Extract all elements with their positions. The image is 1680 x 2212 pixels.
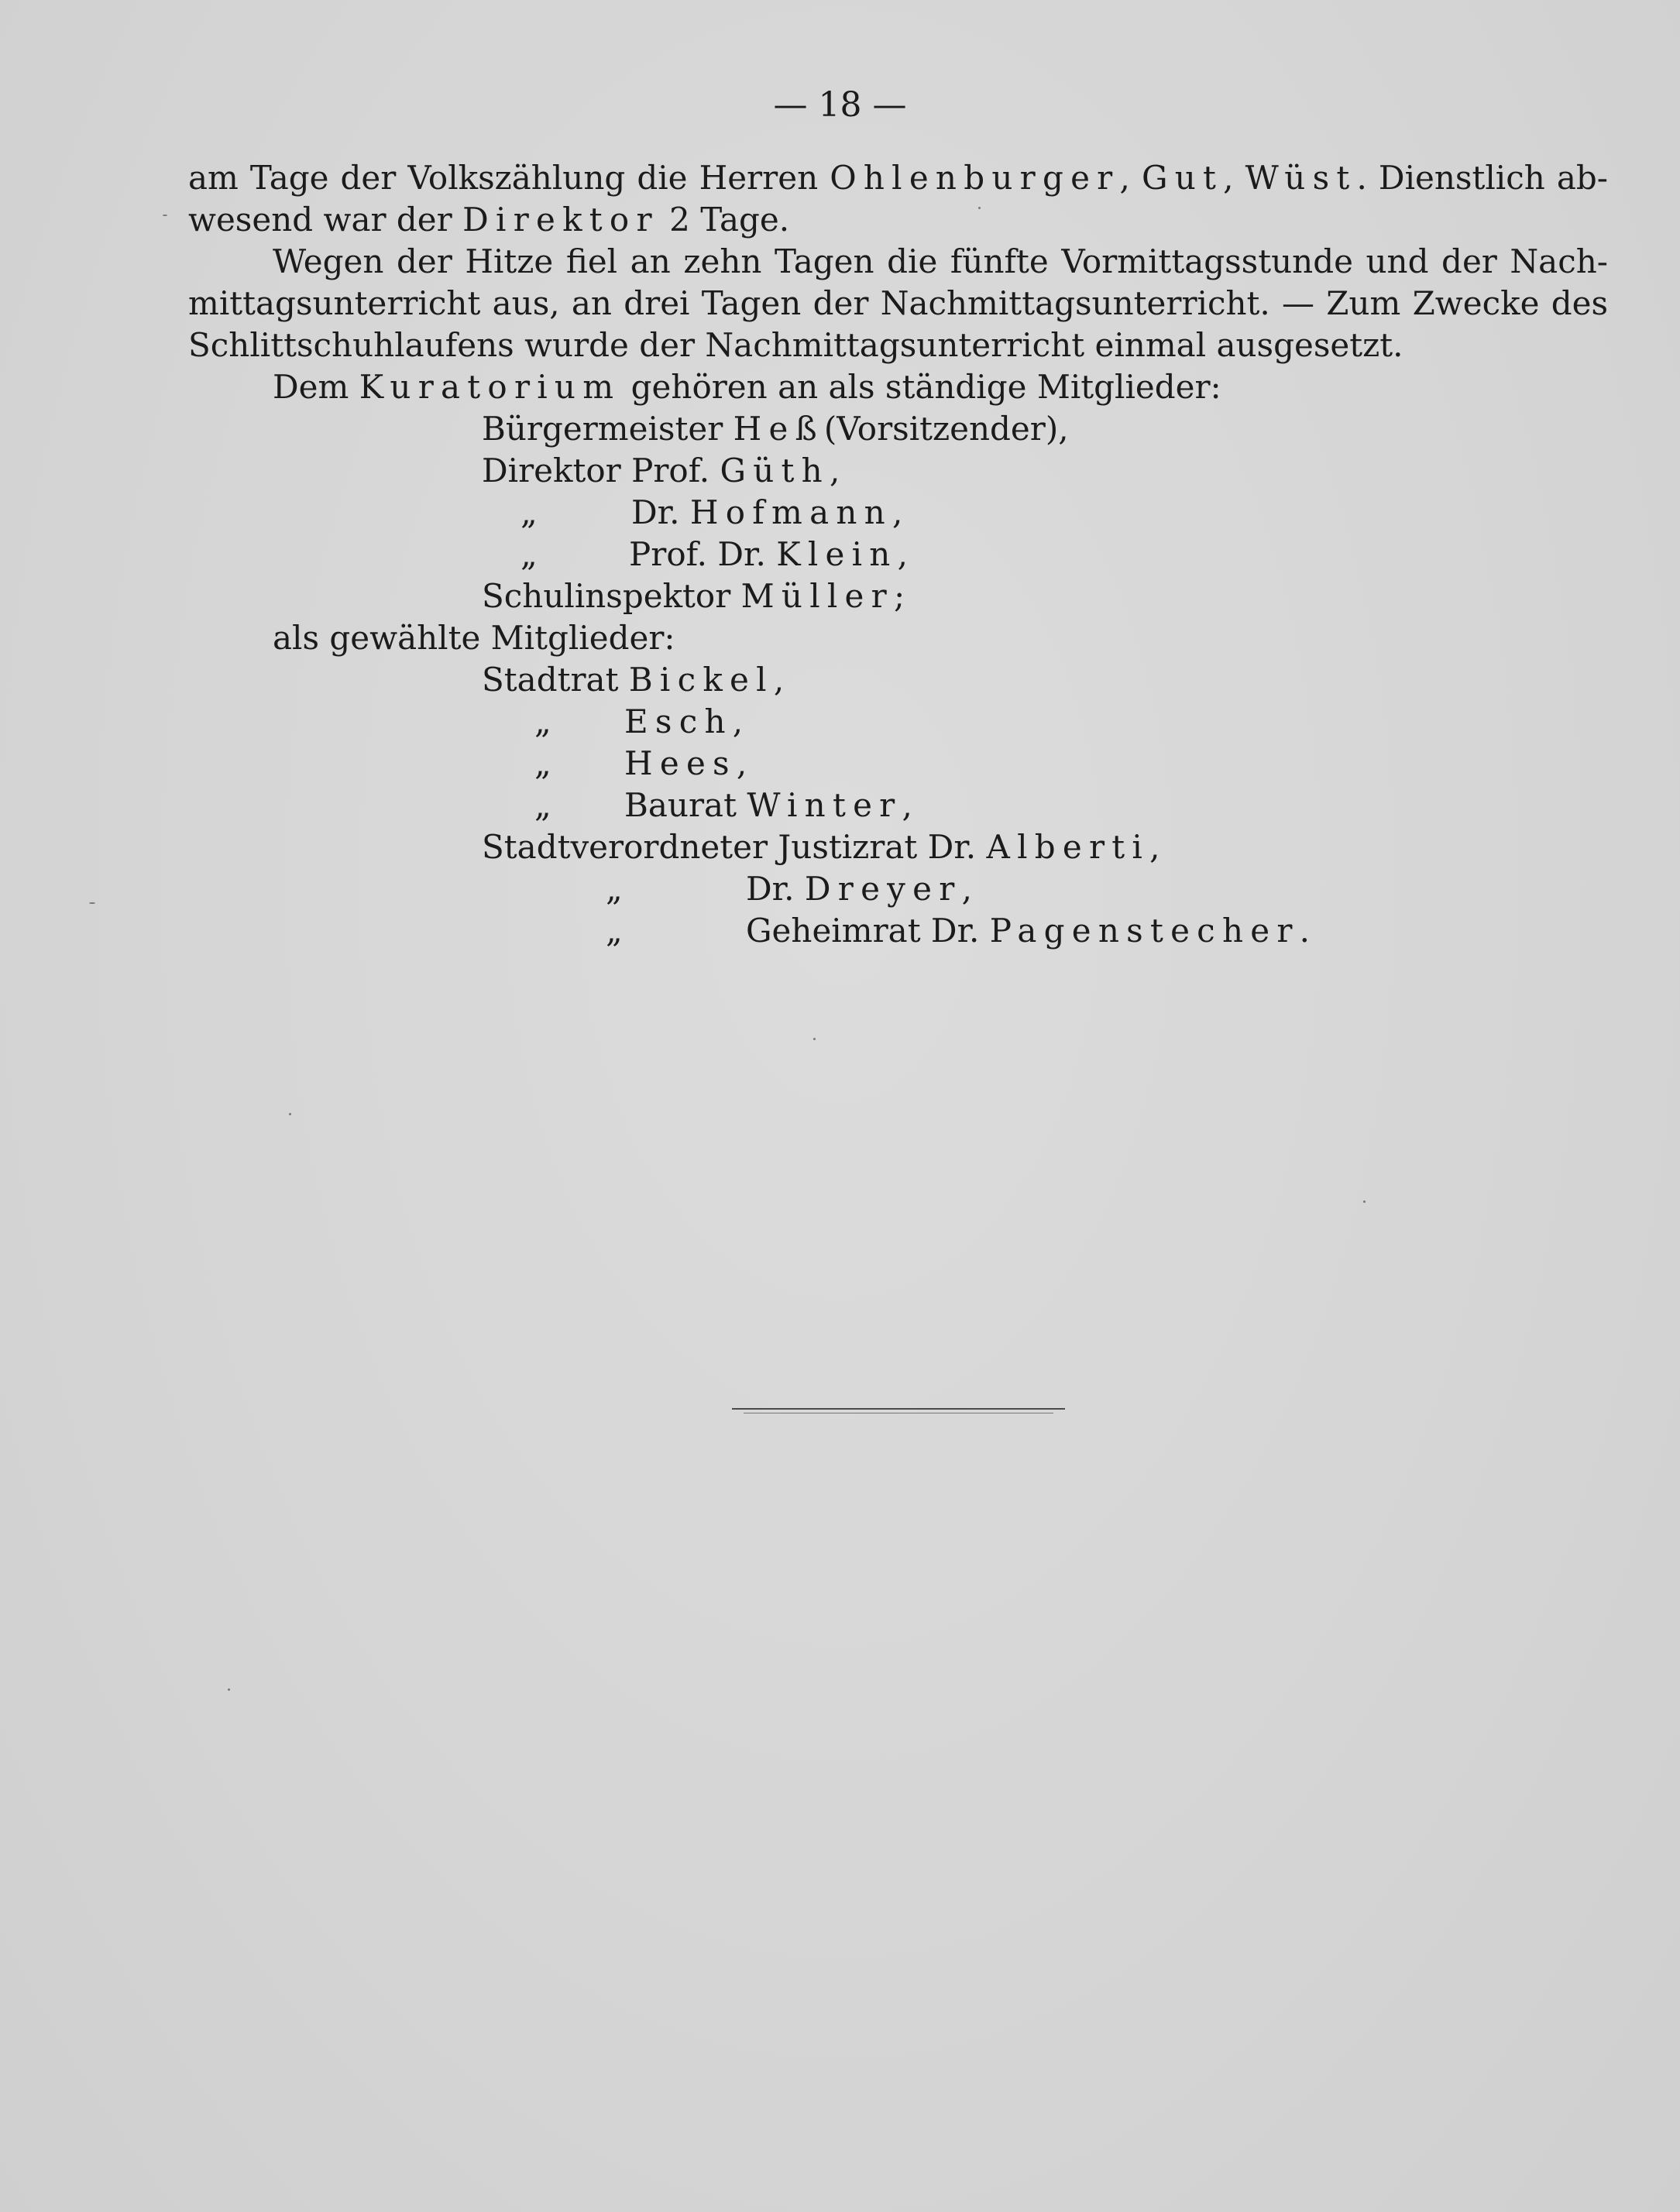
- member-prefix: Dr.: [746, 870, 795, 908]
- ditto-mark: „: [606, 870, 623, 908]
- member-esch: [624, 701, 743, 743]
- text-span: am Tage der Volkszählung die Herren: [188, 159, 819, 197]
- page-number: — 18 —: [773, 85, 907, 125]
- member-gueth: [482, 450, 840, 492]
- member-prefix: Direktor Prof.: [482, 452, 710, 489]
- member-prefix: Bürgermeister: [482, 410, 723, 448]
- paragraph2-line2: mittagsunterricht aus, an drei Tagen der Nachmittagsunterricht. — Zum Zwecke des: [188, 284, 1608, 322]
- scan-speck: [228, 1688, 230, 1691]
- member-suffix: ,: [902, 786, 912, 824]
- member-suffix: .: [1299, 912, 1311, 950]
- member-prefix: Schulinspektor: [482, 577, 731, 615]
- member-dreyer: [746, 868, 972, 910]
- member-name: Dreyer: [804, 870, 962, 908]
- paragraph1-line1: [188, 157, 1608, 199]
- member-name: Bickel: [628, 661, 774, 699]
- ditto-mark: „: [534, 702, 551, 740]
- member-name: Hofmann: [689, 493, 892, 531]
- member-prefix: Prof. Dr.: [629, 535, 766, 573]
- member-name: Klein: [776, 535, 898, 573]
- member-suffix: ;: [893, 577, 905, 615]
- paragraph1-line2: [188, 199, 789, 241]
- elected-intro: als gewählte Mitglieder:: [273, 619, 675, 657]
- member-prefix: Stadtrat: [482, 661, 619, 699]
- member-alberti: [482, 826, 1160, 868]
- ditto-mark: „: [534, 744, 551, 782]
- member-suffix: ,: [773, 661, 785, 699]
- member-pagenstecher: [746, 910, 1310, 952]
- member-klein: [629, 534, 908, 575]
- member-name: Müller: [740, 577, 894, 615]
- scan-speck: [163, 215, 167, 216]
- member-bickel: [482, 659, 784, 701]
- member-suffix: ,: [829, 452, 840, 489]
- member-prefix: Baurat: [624, 786, 737, 824]
- text-span: 2 Tage.: [669, 201, 790, 239]
- member-suffix: ,: [892, 493, 903, 531]
- ditto-mark: „: [606, 912, 623, 950]
- member-suffix: ,: [1149, 828, 1160, 866]
- name-gut: Gut: [1141, 159, 1224, 197]
- member-winter: [624, 785, 912, 826]
- scan-speck: [89, 902, 95, 904]
- text-span: . Dienstlich ab-: [1356, 159, 1608, 197]
- member-name: Winter: [747, 786, 902, 824]
- member-suffix: ,: [961, 870, 972, 908]
- member-prefix: Geheimrat Dr.: [746, 912, 980, 950]
- member-hees: [624, 743, 747, 785]
- member-mueller: [482, 575, 905, 617]
- member-name: Güth: [720, 452, 830, 489]
- ditto-mark: „: [520, 535, 538, 573]
- name-ohlenburger: Ohlenburger: [830, 159, 1120, 197]
- closing-rule-top: [732, 1408, 1065, 1410]
- member-prefix: Dr.: [631, 493, 680, 531]
- paragraph2-line1: Wegen der Hitze fiel an zehn Tagen die fünfte Vormittagsstunde und der Nach-: [273, 242, 1608, 280]
- text-span: gehören an als ständige Mitglieder:: [630, 368, 1221, 406]
- scan-speck: [978, 207, 981, 209]
- member-prefix: Stadtverordneter Justizrat Dr.: [482, 828, 977, 866]
- member-name: Alberti: [986, 828, 1150, 866]
- text-span: ,: [1223, 159, 1234, 197]
- member-name: Pagenstecher: [989, 912, 1300, 950]
- scan-speck: [813, 1038, 816, 1040]
- scan-speck: [289, 1113, 291, 1115]
- kuratorium-intro: [273, 366, 1221, 408]
- member-hess: [482, 408, 1069, 450]
- text-span: ,: [1119, 159, 1130, 197]
- member-suffix: (Vorsitzender),: [823, 410, 1069, 448]
- member-suffix: ,: [732, 702, 744, 740]
- paragraph2-line3: Schlittschuhlaufens wurde der Nachmittagsunterricht einmal ausgesetzt.: [188, 326, 1403, 364]
- member-name: Heß: [733, 410, 824, 448]
- name-direktor: Direktor: [462, 201, 659, 239]
- text-span: wesend war der: [188, 201, 452, 239]
- scan-speck: [1363, 1200, 1366, 1203]
- name-wuest: Wüst: [1245, 159, 1357, 197]
- member-name: Hees: [624, 744, 737, 782]
- ditto-mark: „: [520, 493, 538, 531]
- member-name: Esch: [624, 702, 733, 740]
- member-hofmann: [631, 492, 902, 534]
- ditto-mark: „: [534, 786, 551, 824]
- member-suffix: ,: [897, 535, 908, 573]
- member-suffix: ,: [736, 744, 747, 782]
- text-span: Dem: [273, 368, 349, 406]
- word-kuratorium: Kuratorium: [359, 368, 621, 406]
